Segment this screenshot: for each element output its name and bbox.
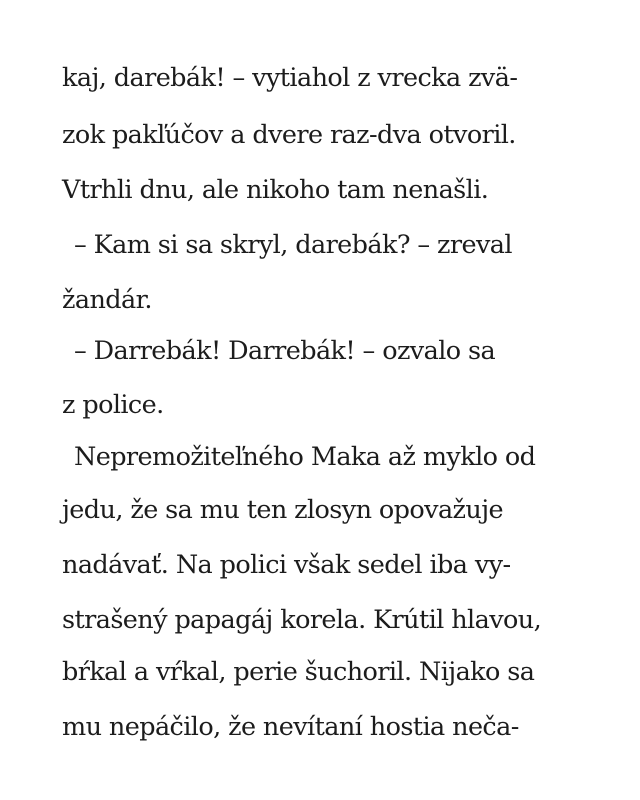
text-line: z police. [62, 390, 164, 420]
paragraph-first-line: Nepremožiteľného Maka až myklo od [74, 442, 536, 472]
text-line: nadávať. Na polici však sedel iba vy- [62, 550, 511, 580]
text-line: jedu, že sa mu ten zlosyn opovažuje [62, 495, 504, 525]
dialogue-line: – Kam si sa skryl, darebák? – zreval [74, 230, 512, 260]
text-line: kaj, darebák! – vytiahol z vrecka zvä- [62, 63, 518, 93]
text-line: mu nepáčilo, že nevítaní hostia neča- [62, 712, 519, 742]
text-line: Vtrhli dnu, ale nikoho tam nenašli. [62, 175, 489, 205]
text-line: strašený papagáj korela. Krútil hlavou, [62, 605, 542, 635]
text-line: zok pakľúčov a dvere raz-dva otvoril. [62, 120, 516, 150]
dialogue-line: – Darrebák! Darrebák! – ozvalo sa [74, 336, 496, 366]
text-line: bŕkal a vŕkal, perie šuchoril. Nijako sa [62, 657, 535, 687]
text-line: žandár. [62, 285, 152, 315]
